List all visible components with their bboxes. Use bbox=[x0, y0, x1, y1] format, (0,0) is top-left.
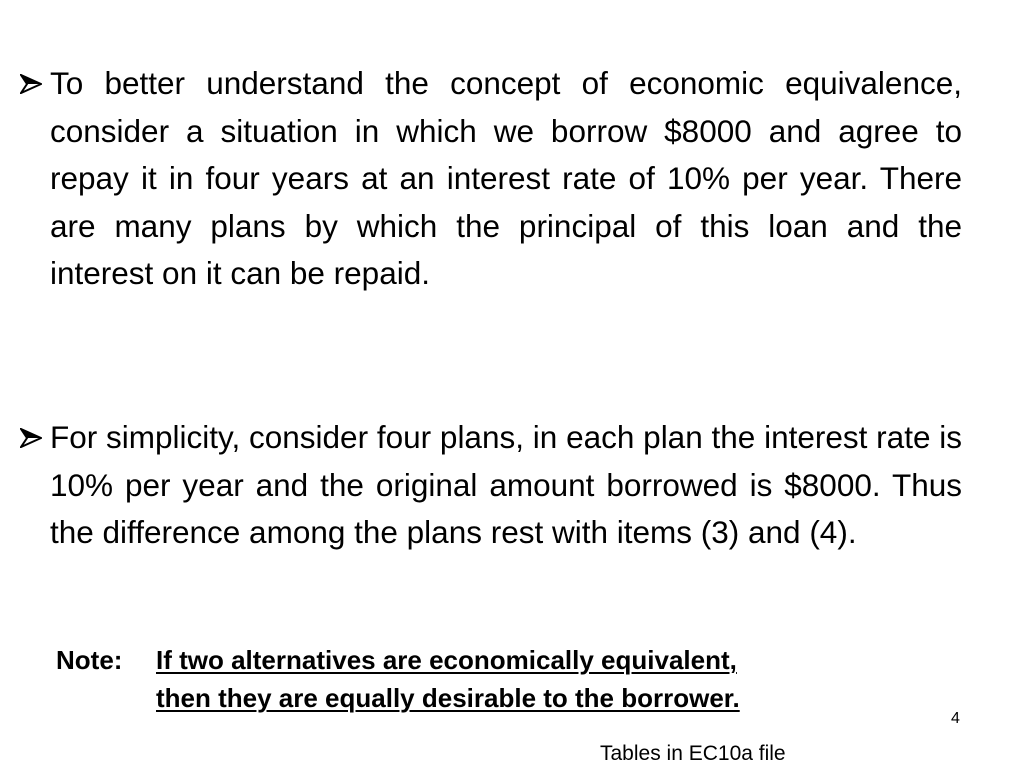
arrow-bullet-icon bbox=[20, 74, 42, 94]
bullet-item bbox=[20, 60, 962, 298]
note-line-2: then they are equally desirable to the borrower. bbox=[156, 683, 740, 713]
page-number: 4 bbox=[951, 710, 960, 727]
note-text bbox=[156, 641, 740, 717]
footer-note: Tables in EC10a file bbox=[600, 742, 786, 765]
bullet-item bbox=[20, 414, 962, 557]
note-label: Note: bbox=[56, 645, 123, 675]
note bbox=[56, 641, 740, 717]
note-line-1: If two alternatives are economically equivalent, bbox=[156, 645, 737, 675]
arrow-bullet-icon bbox=[20, 428, 42, 448]
bullet-text: For simplicity, consider four plans, in each plan the interest rate is 10% per year and the original amount borrowed is $8000. Thus the difference among the plans rest with items (3) and (4). bbox=[50, 419, 962, 551]
bullet-text: To better understand the concept of economic equivalence, consider a situation in which we borrow $8000 and agree to repay it in four years at an interest rate of 10% per year. There are many plans by which the principal of this loan and the interest on it can be repaid. bbox=[50, 65, 962, 292]
